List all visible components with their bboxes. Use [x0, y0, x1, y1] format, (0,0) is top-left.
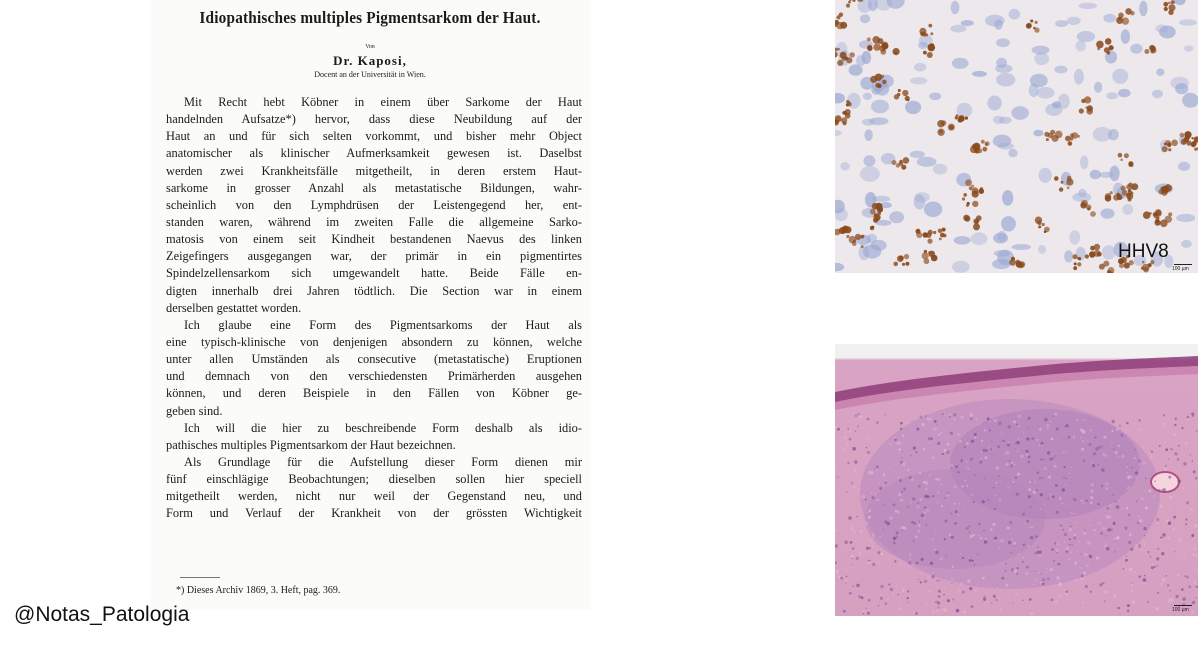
- body-line: matosis von einem seit Kindheit bestandenen Naevus des linken: [166, 232, 582, 247]
- body-line: Form und Verlauf der Krankheit von der grössten Wichtigkeit: [166, 506, 582, 521]
- body-line: mitgetheilt werden, nicht nur weil der Gegenstand neu, und: [166, 489, 582, 504]
- he-micrograph-image: [835, 344, 1198, 616]
- scale-bar-top: [1174, 264, 1192, 265]
- scale-label-top: 100 µm: [1172, 266, 1189, 272]
- he-micrograph: [835, 344, 1198, 616]
- body-line: Ich glaube eine Form des Pigmentsarkoms der Haut als: [184, 317, 582, 332]
- ihc-micrograph: [835, 0, 1198, 273]
- body-line: geben sind.: [166, 403, 223, 418]
- body-line: pathisches multiples Pigmentsarkom der Haut bezeichnen.: [166, 437, 456, 452]
- body-line: scheinlich von den Lymphdrüsen der Leistengegend her, ent-: [166, 197, 582, 212]
- body-line: derselben gestattet worden.: [166, 300, 302, 315]
- footnote: *) Dieses Archiv 1869, 3. Heft, pag. 369.: [176, 585, 341, 596]
- body-line: und demnach von den verschiedensten Primärherden ausgehen: [166, 369, 582, 384]
- body-line: fünf einschlägige Beobachtungen; dieselben sollen hier speciell: [166, 472, 582, 487]
- body-line: eine typisch-klinische von denjenigen absondern zu können, welche: [166, 334, 582, 349]
- article-page: [150, 0, 590, 610]
- author-handle: @Notas_Patologia: [14, 603, 190, 626]
- body-line: standen waren, während im zweiten Falle die allgemeine Sarko-: [166, 214, 582, 229]
- article-title: Idiopathisches multiples Pigmentsarkom der Haut.: [199, 8, 541, 27]
- article-affiliation: Docent an der Universität in Wien.: [314, 70, 426, 79]
- ihc-micrograph-image: [835, 0, 1198, 273]
- body-line: sarkome in grosser Anzahl als metastatische Bildungen, wahr-: [166, 180, 582, 195]
- body-line: anatomischer als klinischer Aufmerksamkeit gewesen ist. Daselbst: [166, 146, 582, 161]
- body-line: Mit Recht hebt Köbner in einem über Sarkome der Haut: [184, 95, 582, 109]
- body-line: Spindelzellensarkom sich umgewandelt hatte. Beide Fälle en-: [166, 266, 582, 281]
- body-line: Haut an und für sich selten vorkommt, und bisher mehr Object: [166, 129, 582, 144]
- body-line: handelnden Aufsatze*) hervor, dass diese Neubildung auf der: [166, 112, 582, 127]
- scale-label-bottom: 100 µm: [1172, 607, 1189, 613]
- stain-label: HHV8: [1118, 241, 1169, 262]
- body-line: werden zwei Krankheitsfälle mitgetheilt, in deren erstem Haut-: [166, 163, 582, 178]
- article-author: Dr. Kaposi,: [333, 53, 407, 68]
- body-line: digten innerhalb drei Jahren tödtlich. Die Section war in einem: [166, 283, 582, 298]
- article-von: Von: [365, 44, 375, 50]
- footnote-rule: [180, 577, 220, 578]
- body-line: Als Grundlage für die Aufstellung dieser Form dienen mir: [184, 454, 582, 469]
- body-line: können, und deren Beispiele in den Fällen von Köbner ge-: [166, 386, 582, 401]
- body-line: Zeigefingers ausgegangen war, der primär in ein pigmentirtes: [166, 249, 582, 264]
- scale-bar-bottom: [1174, 605, 1192, 606]
- body-line: unter allen Umständen als consecutive (metastatische) Eruptionen: [166, 352, 582, 367]
- body-line: Ich will die hier zu beschreibende Form deshalb als idio-: [184, 420, 582, 435]
- article-body: [166, 94, 582, 523]
